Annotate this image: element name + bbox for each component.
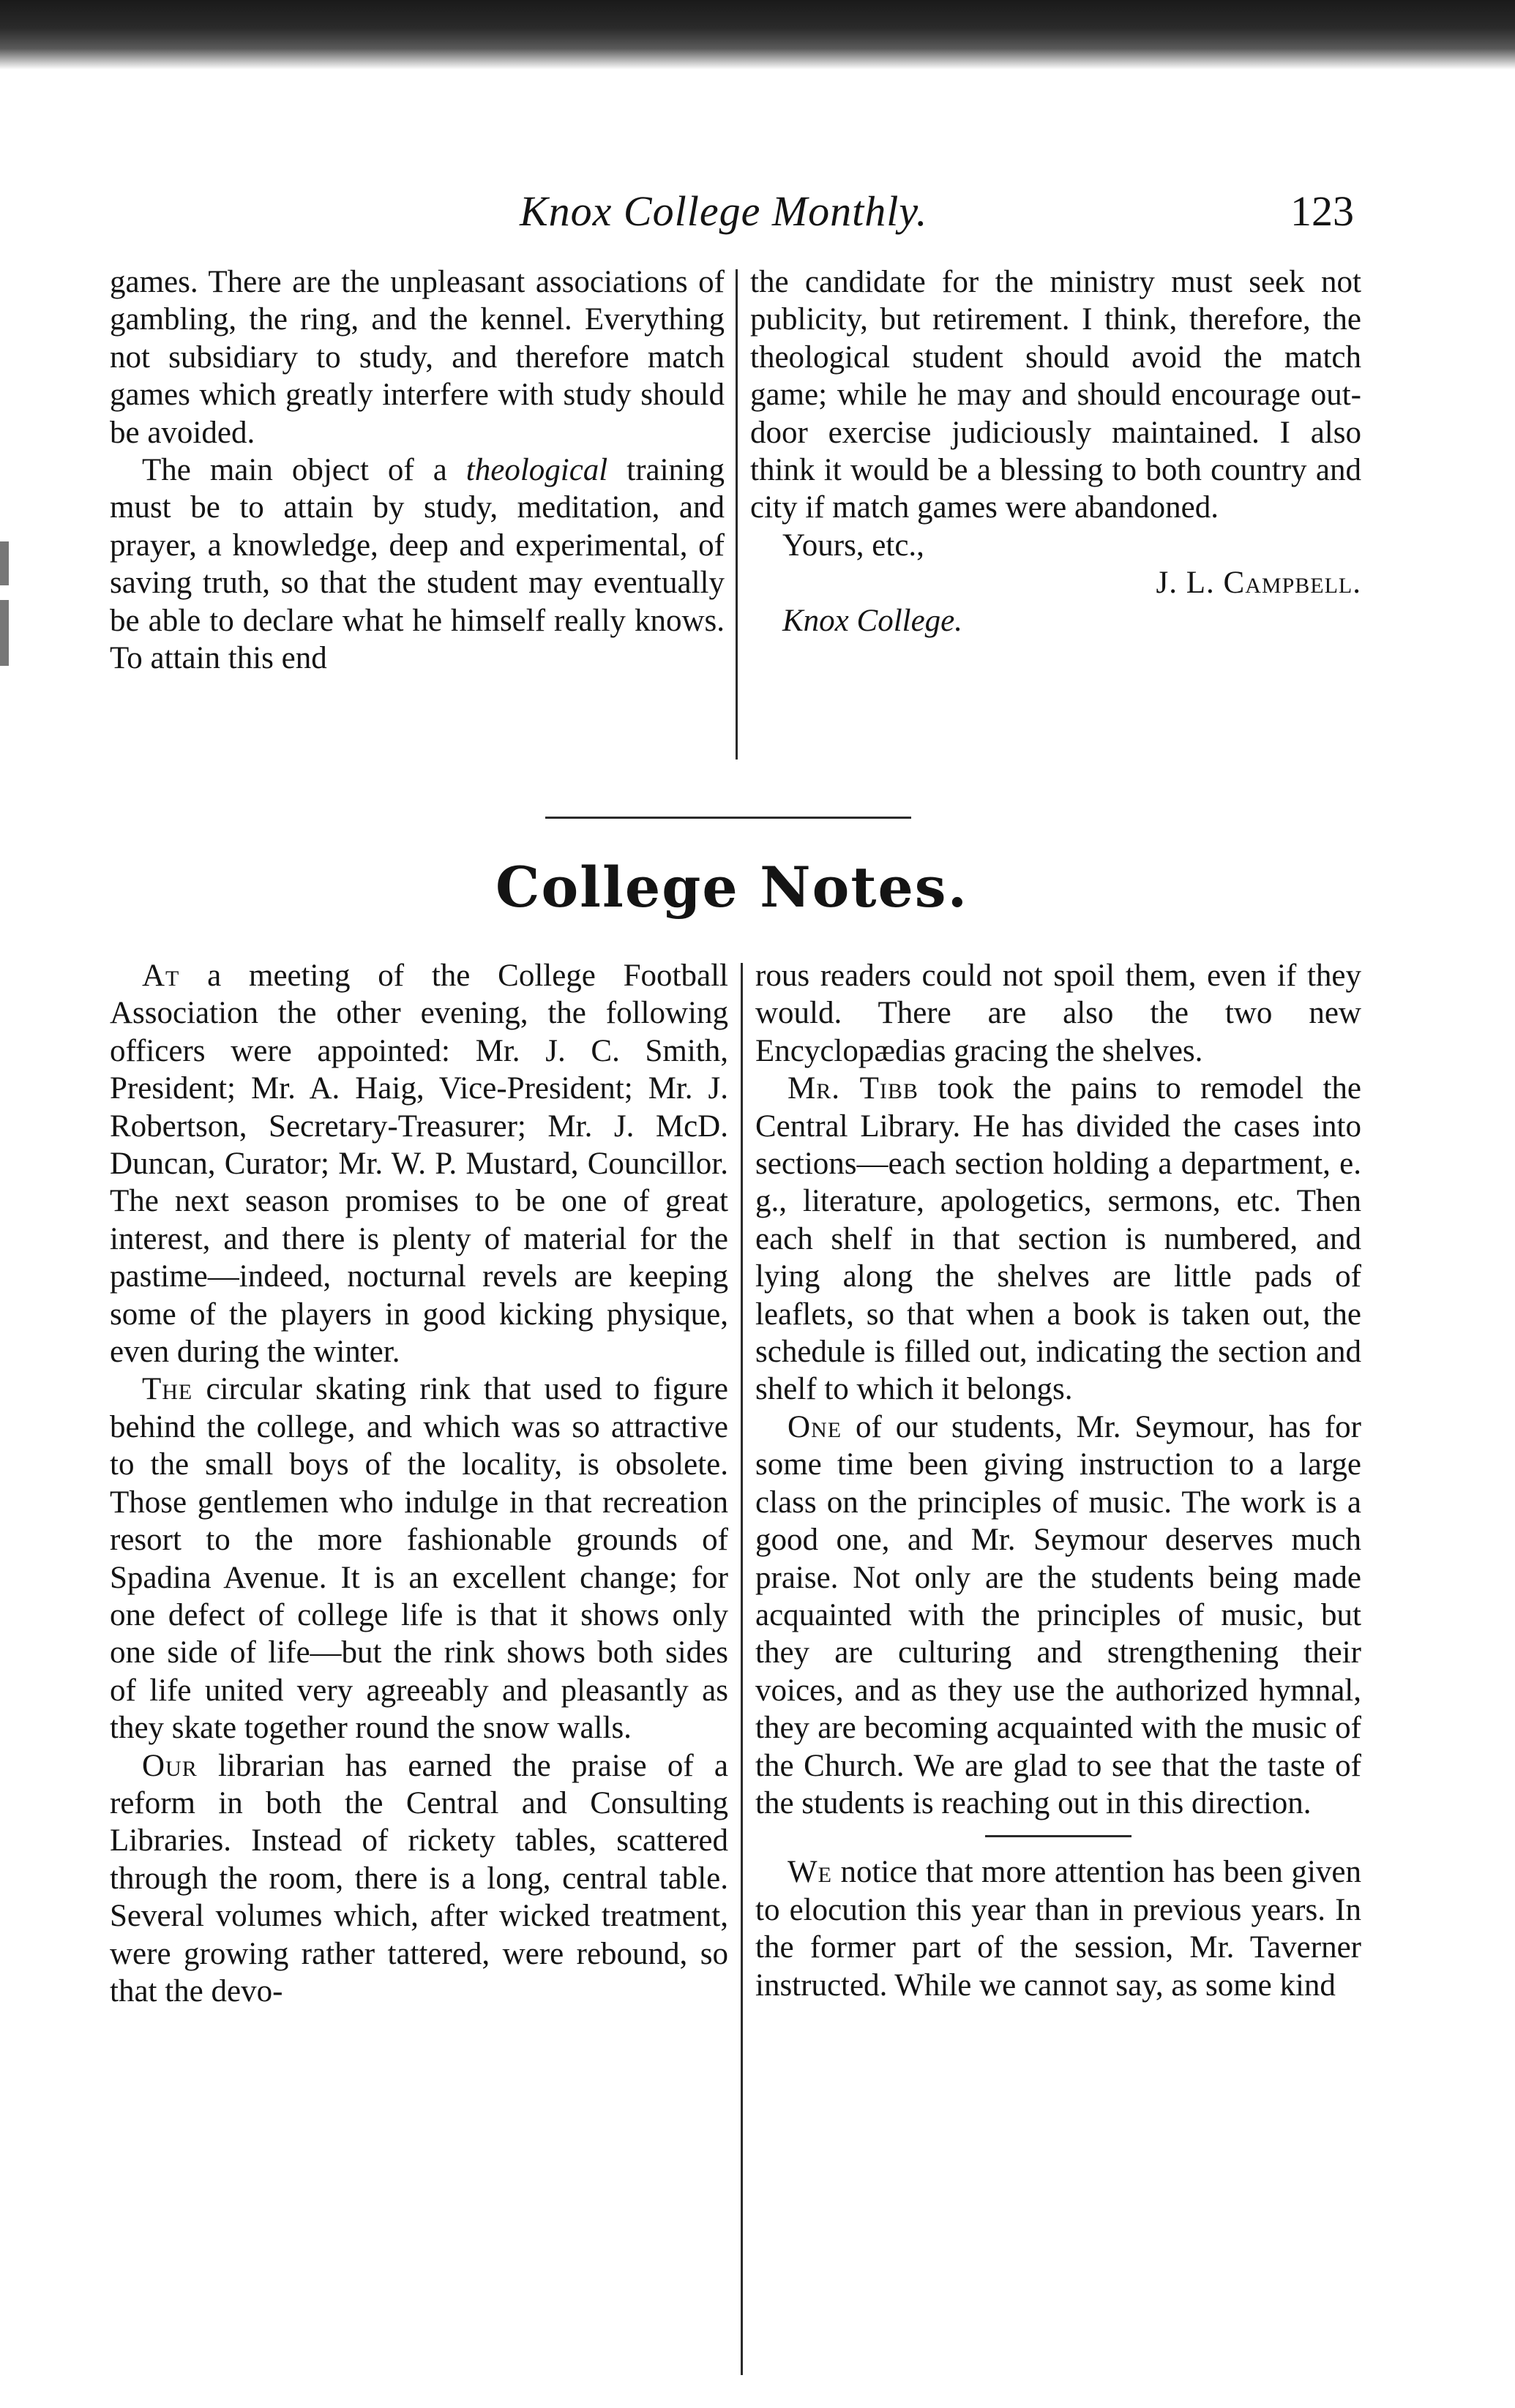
letter-signature: J. L. Campbell. [1156,566,1361,601]
paragraph-divider [985,1835,1131,1837]
letter-left-column [110,263,725,677]
page-number: 123 [1290,187,1354,235]
page-header [110,187,1354,245]
note-paragraph: rous readers could not spoil them, even if they would. There are also the two new Encyclopædias gracing the shelves. [755,959,1361,1068]
scanned-page-top-edge [0,0,1515,70]
note-paragraph: One of our students, Mr. Seymour, has for some time been giving instruction to a large class on the principles of music. The work is a good one, and Mr. Seymour deserves much praise. Not only are the students being made acquainted with the principles of music, but they are culturing and strengthening their voices, and as they use the authorized hymnal, they are becoming acquainted with the music of the Church. We are glad to see that the taste of the students is reaching out in this direction. [755,1409,1361,1820]
note-paragraph: Our librarian has earned the praise of a reform in both the Central and Consulting Libraries. Instead of rickety tables, scattered through the room, there is a long, central table. Several volumes which, after wicked treatment, were growing rather tattered, were rebound, so that the devo- [110,1748,728,2008]
note-paragraph: At a meeting of the College Football Association the other evening, the following officers were appointed: Mr. J. C. Smith, President; Mr. A. Haig, Vice-President; Mr. J. Robertson, Secretary-Treasurer; Mr. J. McD. Duncan, Curator; Mr. W. P. Mustard, Councillor. The next season promises to be one of great interest, and there is plenty of material for the pastime—indeed, nocturnal revels are keeping some of the players in good kicking physique, even during the winter. [110,959,728,1370]
column-divider [741,963,743,2375]
letter-paragraph: the candidate for the ministry must seek not publicity, but retirement. I think, therefore, the theological student should avoid the match game; while he may and should encourage out-door exercise judiciously maintained. I also think it would be a blessing to both country and city if match games were abandoned. [750,265,1361,525]
section-title: College Notes. [495,855,969,920]
section-divider [545,817,911,819]
notes-right-column [755,957,1361,2004]
emphasis: theological [465,453,608,488]
scan-edge-mark [0,600,9,666]
note-paragraph: We notice that more attention has been given to elocution this year than in previous years. In the former part of the session, Mr. Taverner instructed. While we cannot say, as some kind [755,1855,1361,2003]
letter-right-column [750,263,1361,639]
letter-paragraph: The main object of a theological training must be to attain by study, meditation, and prayer, a knowledge, deep and experimental, of saving truth, so that the student may eventually be able to declare what he himself really knows. To attain this end [110,453,725,676]
note-paragraph: The circular skating rink that used to figure behind the college, and which was so attractive to the small boys of the locality, is obsolete. Those gentlemen who indulge in that recreation resort to the more fashionable grounds of Spadina Avenue. It is an excellent change; for one defect of college life is that it shows only one side of life—but the rink shows both sides of life united very agreeably and pleasantly as they skate together round the snow walls. [110,1372,728,1746]
letter-paragraph: games. There are the unpleasant associations of gambling, the ring, and the kennel. Everything not subsidiary to study, and therefore match games which greatly interfere with study should be avoided. [110,265,725,450]
note-paragraph: Mr. Tibb took the pains to remodel the Central Library. He has divided the cases into sections—each section holding a department, e. g., literature, apologetics, sermons, etc. Then each shelf in that section is numbered, and lying along the shelves are little pads of leaflets, so that when a book is taken out, the schedule is filled out, indicating the section and shelf to which it belongs. [755,1071,1361,1407]
scan-edge-mark [0,541,9,585]
running-title: Knox College Monthly. [520,187,928,235]
letter-closing: Yours, etc., [782,528,924,563]
letter-place: Knox College. [782,603,963,638]
notes-left-column [110,957,728,2010]
column-divider [736,269,738,759]
